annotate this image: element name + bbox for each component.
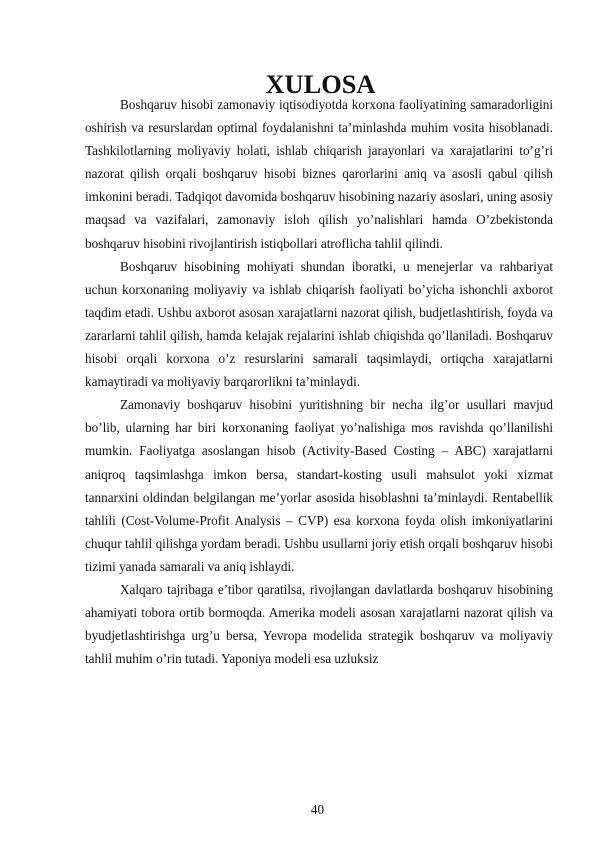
paragraph-4: Xalqaro tajribaga e’tibor qaratilsa, rivojlangan davlatlarda boshqaruv hisobining ahamiyati tobora ortib bormoqda. Amerika modeli asosan xarajatlarni nazorat qilish va byudjetlashtirishga urg’u bersa, Yevropa modelida strategik boshqaruv va moliyaviy tahlil muhim o’rin tutadi. Yaponiya modeli esa uzluksiz [85, 581, 553, 667]
paragraph-1: Boshqaruv hisobi zamonaviy iqtisodiyotda korxona faoliyatining samaradorligini oshirish va resurslardan optimal foydalanishni ta’minlashda muhim vosita hisoblanadi. Tashkilotlarning moliyaviy holati, ishlab chiqarish jarayonlari va xarajatlarini to’g’ri nazorat qilish orqali boshqaruv hisobi biznes qarorlarini aniq va asosli qabul qilish imkonini beradi. Tadqiqot davomida boshqaruv hisobining nazariy asoslari, uning asosiy maqsad va vazifalari, zamonaviy isloh qilish yo’nalishlari hamda O’zbekistonda boshqaruv hisobini rivojlantirish istiqbollari atroflicha tahlil qilindi. [85, 97, 554, 251]
page-number: 40 [310, 802, 325, 817]
paragraph-2: Boshqaruv hisobining mohiyati shundan iboratki, u menejerlar va rahbariyat uchun korxonaning moliyaviy va ishlab chiqarish faoliyati bo’yicha ishonchli axborot taqdim etadi. Ushbu axborot asosan xarajatlarni nazorat qilish, budjetlashtirish, foyda va zararlarni tahlil qilish, hamda kelajak rejalarini ishlab chiqishda qo’llaniladi. Boshqaruv hisobi orqali korxona o’z resurslarini samarali taqsimlaydi, ortiqcha xarajatlarni kamaytiradi va moliyaviy barqarorlikni ta’minlaydi. [85, 258, 553, 390]
paragraph-3: Zamonaviy boshqaruv hisobini yuritishning bir necha ilg’or usullari mavjud bo’lib, ularning har biri korxonaning faoliyat yo’nalishiga mos ravishda qo’llanilishi mumkin. Faoliyatga asoslangan hisob (Activity-Based Costing – ABC) xarajatlarni aniqroq taqsimlashga imkon bersa, standart-kosting usuli mahsulot yoki xizmat tannarxini oldindan belgilangan me’yorlar asosida hisoblashni ta’minlaydi. Rentabellik tahlili (Cost-Volume-Profit Analysis – CVP) esa korxona foyda olish imkoniyatlarini chuqur tahlil qilishga yordam beradi. Ushbu usullarni joriy etish orqali boshqaruv hisobi tizimi yanada samarali va aniq ishlaydi. [85, 397, 553, 574]
section-heading: XULOSA [265, 69, 376, 99]
page-body [85, 69, 554, 670]
